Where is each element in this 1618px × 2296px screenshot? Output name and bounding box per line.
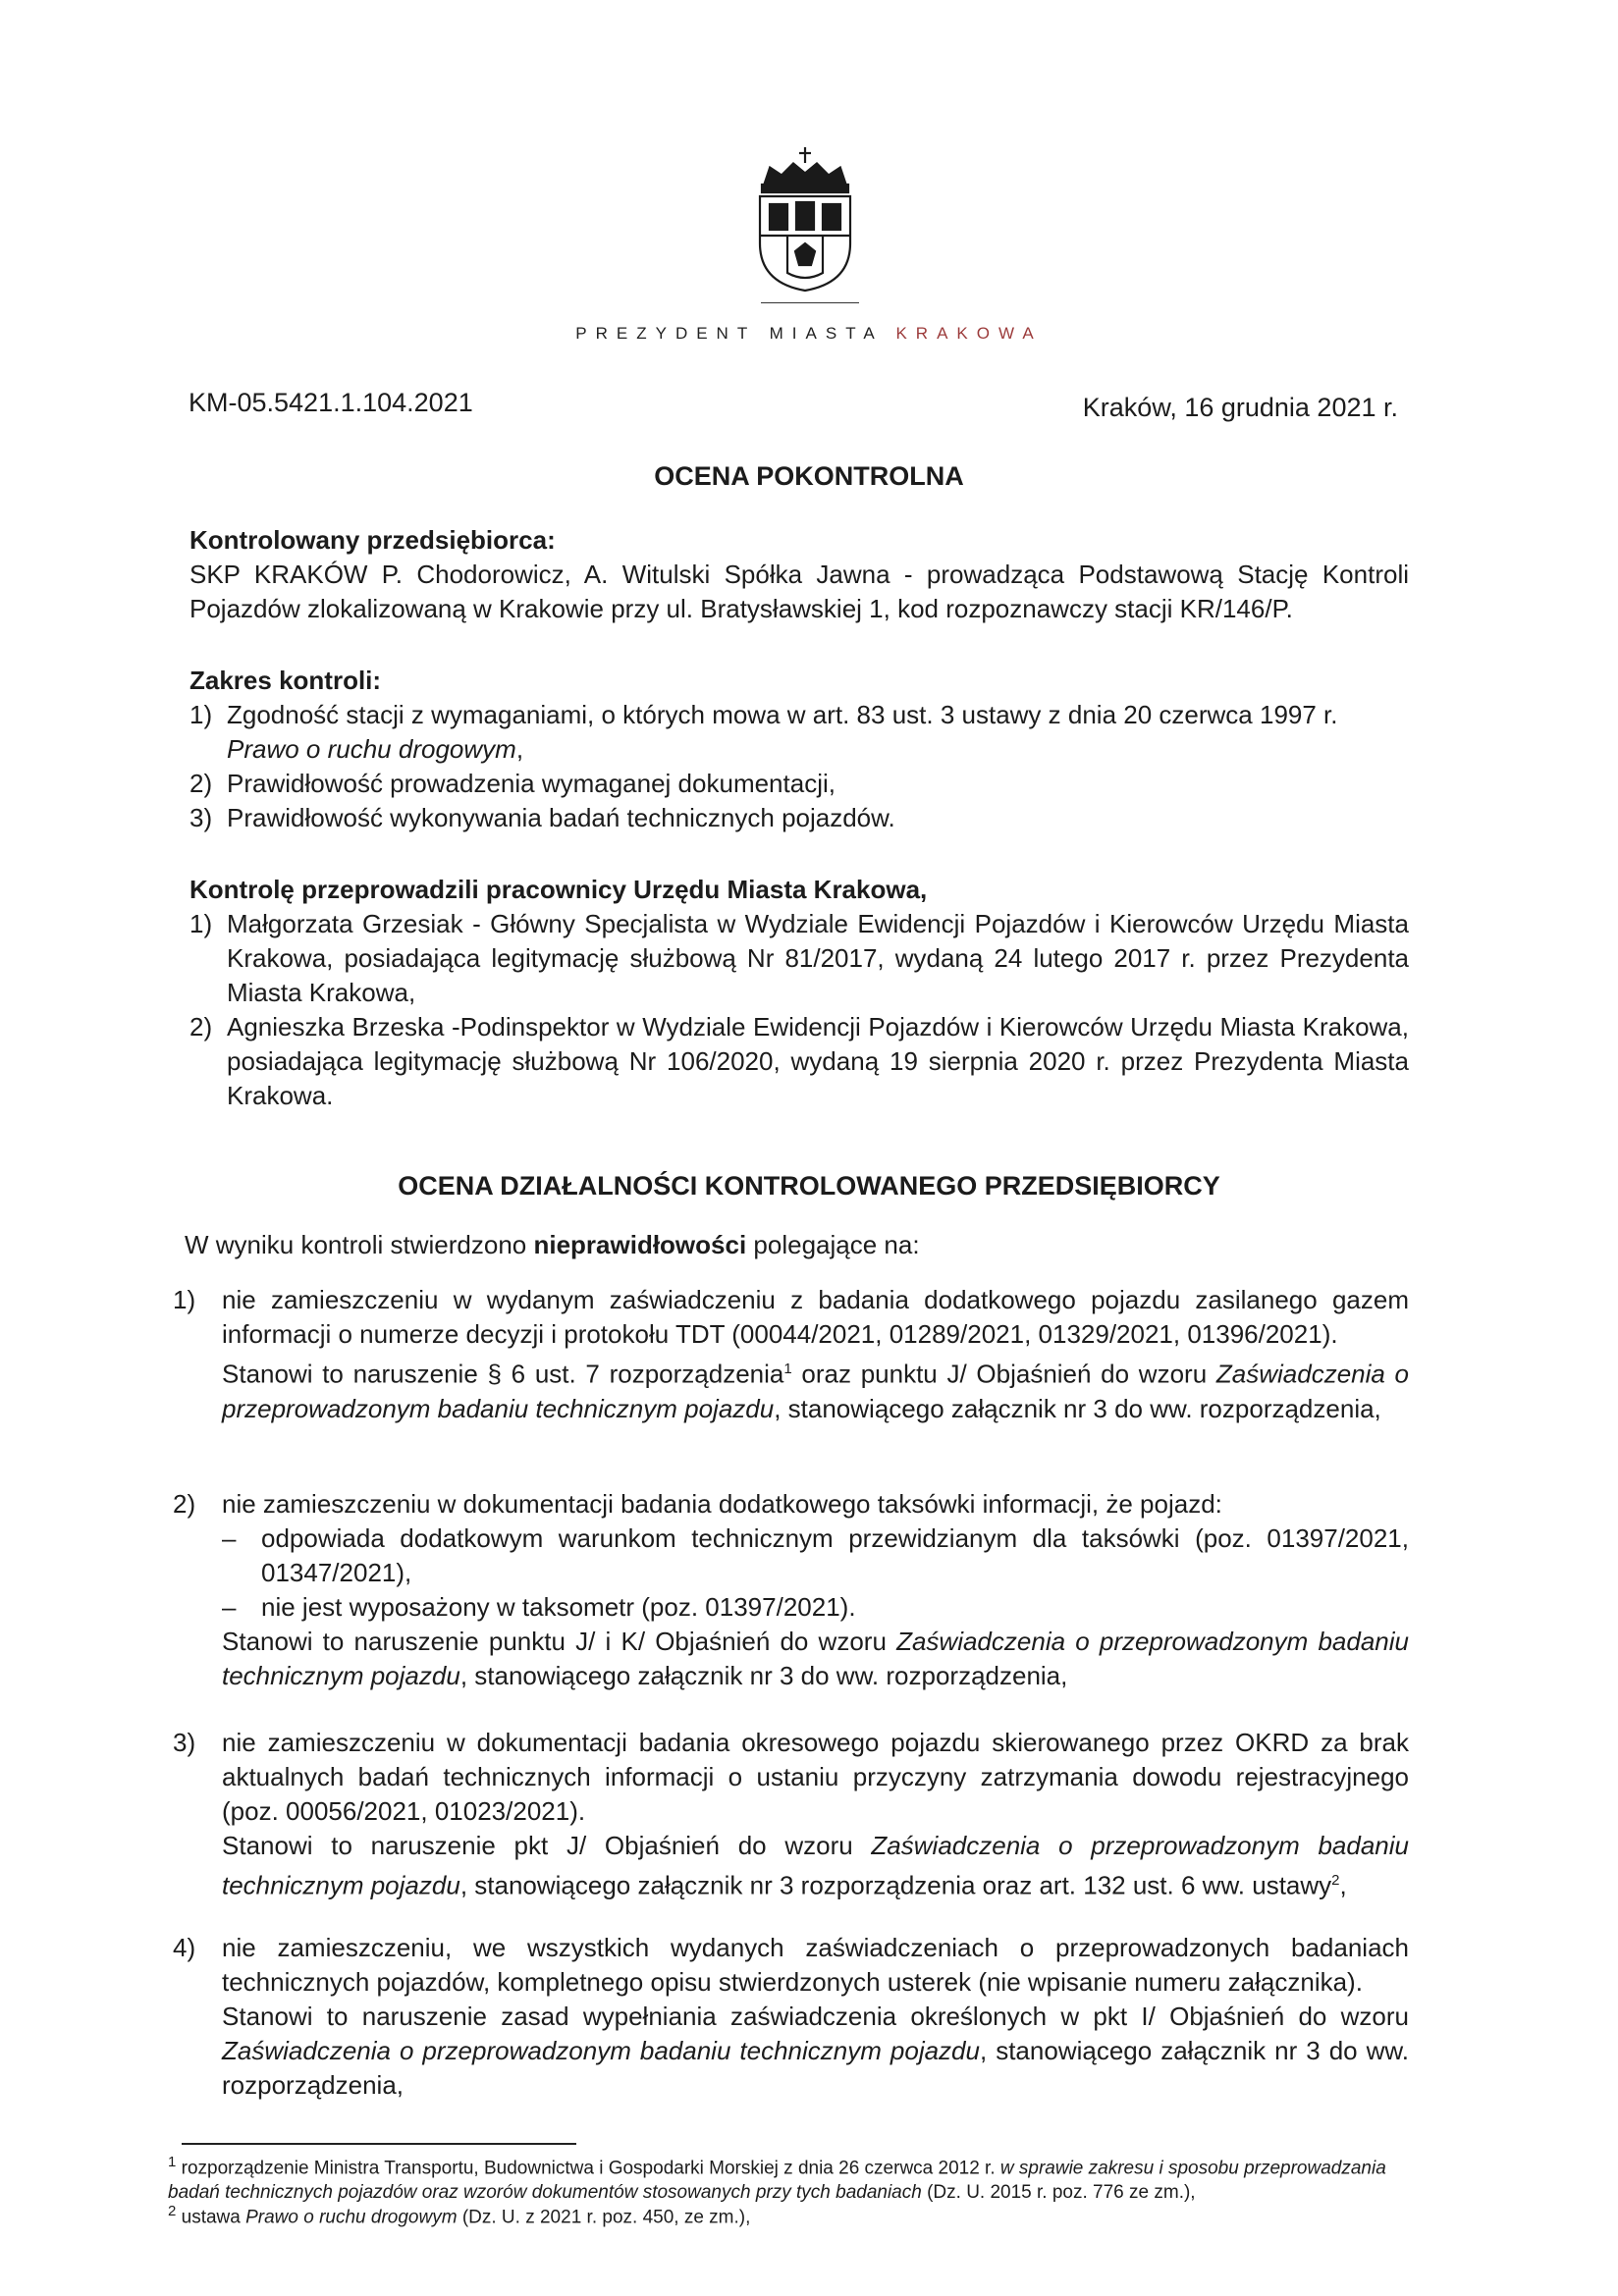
footnote-text-a: rozporządzenie Ministra Transportu, Budownictwa i Gospodarki Morskiej z dnia 26 czerwca 2012 r. [176,2158,1000,2179]
office-name [0,324,1618,344]
violation-text-a: Stanowi to naruszenie punktu J/ i K/ Objaśnień do wzoru [222,1627,897,1656]
controller-item [189,1010,1409,1113]
intro-after: polegające na: [746,1230,920,1259]
finding-item [173,1487,1409,1693]
footnote-text-b: (Dz. U. z 2021 r. poz. 450, ze zm.), [457,2207,751,2228]
violation-text-c: , stanowiącego załącznik nr 3 do ww. rozporządzenia, [774,1393,1381,1423]
footnote-ref: 2 [1331,1872,1340,1889]
assessment-intro [185,1228,1404,1262]
controller-item [189,907,1409,1010]
footnote [168,2199,1415,2229]
scope-item-text: Zgodność stacji z wymaganiami, o których mowa w art. 83 ust. 3 ustawy z dnia 20 czerwca 1997 r. [227,700,1338,729]
place-date: Kraków, 16 grudnia 2021 r. [1082,393,1398,422]
scope-section [189,664,1409,835]
violation-italic: Zaświadczenia o przeprowadzonym badaniu technicznym pojazdu [222,1831,1409,1900]
footnote-mark: 2 [168,2203,177,2219]
controlled-heading: Kontrolowany przedsiębiorca: [189,525,556,555]
footnote-rule [182,2143,576,2145]
violation-italic: Zaświadczenia o przeprowadzonym badaniu technicznym pojazdu [222,1359,1410,1423]
intro-bold: nieprawidłowości [533,1230,747,1259]
finding-violation [222,1829,1409,1903]
controller-item-number: 1) [189,909,213,938]
violation-italic: Zaświadczenia o przeprowadzonym badaniu technicznym pojazdu [222,2036,980,2065]
violation-text-a: Stanowi to naruszenie pkt J/ Objaśnień do wzoru [222,1831,872,1860]
finding-number: 2) [173,1489,196,1519]
footnote-text-a: ustawa [176,2207,246,2228]
header-rule [761,302,859,303]
scope-item-tail: , [515,734,524,764]
finding-violation [222,1625,1409,1693]
finding-text: nie zamieszczeniu w dokumentacji badania okresowego pojazdu skierowanego przez OKRD za brak aktualnych badań technicznych informacji o ustaniu przyczyny zatrzymania dowodu rejestracyjnego (poz. 00056/2021, 01023/2021). [222,1728,1409,1826]
finding-item [173,1726,1409,1903]
scope-heading: Zakres kontroli: [189,666,382,695]
finding-text: nie zamieszczeniu w wydanym zaświadczeniu z badania dodatkowego pojazdu zasilanego gazem informacji o numerze decyzji i protokołu TDT (00044/2021, 01289/2021, 01329/2021, 01396/2021). [222,1285,1409,1349]
controllers-section [189,873,1409,1113]
violation-italic: Zaświadczenia o przeprowadzonym badaniu technicznym pojazdu [222,1627,1409,1690]
controller-item-number: 2) [189,1012,213,1041]
dash-list-item [222,1522,1409,1590]
finding-violation [222,2000,1409,2103]
scope-item-number: 3) [189,803,213,832]
dash-item-text: odpowiada dodatkowym warunkom technicznym przewidzianym dla taksówki (poz. 01397/2021, 01347/2021), [261,1523,1409,1587]
controller-item-text: Małgorzata Grzesiak - Główny Specjalista w Wydziale Ewidencji Pojazdów i Kierowców Urzędu Miasta Krakowa, posiadająca legitymację służbową Nr 81/2017, wydaną 24 lutego 2017 r. przez Prezydenta Miasta Krakowa, [227,909,1409,1007]
finding-text: nie zamieszczeniu, we wszystkich wydanych zaświadczeniach o przeprowadzonych badaniach technicznych pojazdów, kompletnego opisu stwierdzonych usterek (nie wpisanie numeru załącznika). [222,1933,1409,1997]
footnote-ref: 1 [783,1361,792,1377]
dash-bullet: – [222,1523,237,1553]
violation-text-b: oraz punktu J/ Objaśnień do wzoru [791,1359,1216,1389]
footnote-text-b: (Dz. U. 2015 r. poz. 776 ze zm.), [921,2182,1196,2204]
finding-violation [222,1352,1409,1426]
scope-item-text: Prawidłowość prowadzenia wymaganej dokumentacji, [227,769,836,798]
dash-item-text: nie jest wyposażony w taksometr (poz. 01397/2021). [261,1592,856,1622]
intro-before: W wyniku kontroli stwierdzono [185,1230,534,1259]
document-title: OCENA POKONTROLNA [654,461,964,491]
scope-item [189,698,1409,767]
footnote-italic: w sprawie zakresu i sposobu przeprowadzania badań technicznych pojazdów oraz wzorów dokumentów stosowanych przy tych badaniach [168,2158,1386,2204]
controlled-section [189,523,1409,626]
controlled-text: SKP KRAKÓW P. Chodorowicz, A. Witulski Spółka Jawna - prowadząca Podstawową Stację Kontroli Pojazdów zlokalizowaną w Krakowie przy ul. Bratysławskiej 1, kod rozpoznawczy stacji KR/146/P. [189,560,1409,623]
scope-item-text: Prawidłowość wykonywania badań technicznych pojazdów. [227,803,895,832]
dash-bullet: – [222,1592,237,1622]
violation-text-a: Stanowi to naruszenie zasad wypełniania zaświadczenia określonych w pkt I/ Objaśnień do wzoru [222,2002,1409,2031]
finding-text: nie zamieszczeniu w dokumentacji badania dodatkowego taksówki informacji, że pojazd: [222,1489,1222,1519]
office-name-part1: PREZYDENT MIASTA [575,324,896,343]
controller-item-text: Agnieszka Brzeska -Podinspektor w Wydziale Ewidencji Pojazdów i Kierowców Urzędu Miasta Krakowa, posiadająca legitymację służbową Nr 106/2020, wydaną 19 sierpnia 2020 r. przez Prezydenta Miasta Krakowa. [227,1012,1409,1110]
violation-text-c: , stanowiącego załącznik nr 3 rozporządzenia oraz art. 132 ust. 6 ww. ustawy [459,1870,1332,1900]
violation-text-c: , stanowiącego załącznik nr 3 do ww. rozporządzenia, [459,1661,1068,1690]
controllers-heading: Kontrolę przeprowadzili pracownicy Urzędu Miasta Krakowa, [189,875,928,904]
scope-item-italic: Prawo o ruchu drogowym [227,734,516,764]
dash-list-item [222,1590,1409,1625]
scope-item [189,767,1409,801]
finding-number: 3) [173,1728,196,1757]
coat-of-arms-emblem [746,145,864,293]
scope-item-number: 1) [189,700,213,729]
assessment-title: OCENA DZIAŁALNOŚCI KONTROLOWANEGO PRZEDSIĘBIORCY [398,1171,1220,1201]
violation-text-c: , stanowiącego załącznik nr 3 do ww. rozporządzenia, [222,2036,1409,2100]
finding-item [173,1283,1409,1426]
finding-number: 4) [173,1933,196,1962]
reference-number: KM-05.5421.1.104.2021 [189,388,473,417]
finding-number: 1) [173,1285,196,1314]
office-name-part2: KRAKOWA [895,324,1043,343]
violation-text-a: Stanowi to naruszenie § 6 ust. 7 rozporządzenia [222,1359,784,1389]
scope-item-number: 2) [189,769,213,798]
scope-item [189,801,1409,835]
violation-end: , [1339,1870,1347,1900]
footnote-italic: Prawo o ruchu drogowym [245,2207,458,2228]
footnote-mark: 1 [168,2154,177,2170]
footnote [168,2150,1415,2205]
finding-item [173,1931,1409,2103]
